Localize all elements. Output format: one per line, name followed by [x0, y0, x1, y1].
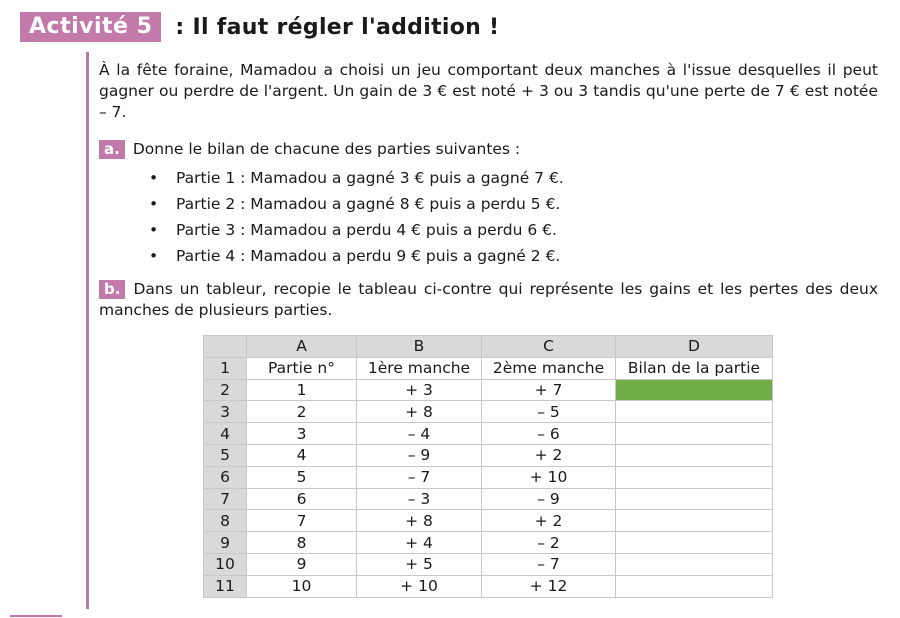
column-header-row	[204, 336, 773, 358]
cell-b[interactable]: 1ère manche	[357, 357, 482, 379]
table-row	[204, 379, 773, 401]
cell-d[interactable]	[616, 423, 773, 445]
row-header-cell[interactable]: 6	[204, 466, 247, 488]
column-header-b[interactable]: B	[357, 336, 482, 358]
cell-b[interactable]: + 8	[357, 401, 482, 423]
cell-c[interactable]: + 10	[482, 466, 616, 488]
row-header-cell[interactable]: 2	[204, 379, 247, 401]
cell-c[interactable]: + 12	[482, 575, 616, 597]
row-header-cell[interactable]: 10	[204, 553, 247, 575]
question-b-text: Dans un tableur, recopie le tableau ci-contre qui représente les gains et les pertes des deux manches de plusieurs parties.	[99, 280, 878, 319]
list-item: • Partie 4 : Mamadou a perdu 9 € puis a gagné 2 €.	[149, 243, 878, 269]
spreadsheet-table	[203, 335, 773, 598]
cell-c[interactable]: – 5	[482, 401, 616, 423]
activity-title: : Il faut régler l'addition !	[175, 14, 500, 40]
cell-d[interactable]	[616, 466, 773, 488]
table-row	[204, 423, 773, 445]
cell-c[interactable]: – 6	[482, 423, 616, 445]
row-header-cell[interactable]: 4	[204, 423, 247, 445]
question-b	[99, 279, 878, 321]
cell-d[interactable]	[616, 488, 773, 510]
table-row	[204, 553, 773, 575]
cell-c[interactable]: – 9	[482, 488, 616, 510]
cell-a[interactable]: Partie n°	[247, 357, 357, 379]
cell-b[interactable]: + 3	[357, 379, 482, 401]
cell-a[interactable]: 1	[247, 379, 357, 401]
cell-d[interactable]	[616, 532, 773, 554]
cell-b[interactable]: – 9	[357, 444, 482, 466]
table-row	[204, 401, 773, 423]
cell-a[interactable]: 6	[247, 488, 357, 510]
cell-c[interactable]: + 2	[482, 510, 616, 532]
cell-a[interactable]: 8	[247, 532, 357, 554]
row-header-cell[interactable]: 3	[204, 401, 247, 423]
column-header-c[interactable]: C	[482, 336, 616, 358]
cell-c[interactable]: 2ème manche	[482, 357, 616, 379]
cell-b[interactable]: – 7	[357, 466, 482, 488]
cell-c[interactable]: – 2	[482, 532, 616, 554]
cell-d[interactable]	[616, 553, 773, 575]
question-b-label: b.	[99, 280, 125, 299]
corner-cell[interactable]	[204, 336, 247, 358]
question-a-text: Donne le bilan de chacune des parties suivantes :	[132, 140, 521, 158]
table-row	[204, 488, 773, 510]
row-header-cell[interactable]: 9	[204, 532, 247, 554]
table-row	[204, 466, 773, 488]
parties-list	[99, 165, 878, 269]
table-row	[204, 575, 773, 597]
row-header-cell[interactable]: 1	[204, 357, 247, 379]
cell-c[interactable]: + 7	[482, 379, 616, 401]
cell-a[interactable]: 4	[247, 444, 357, 466]
cell-d[interactable]	[616, 401, 773, 423]
list-item: • Partie 2 : Mamadou a gagné 8 € puis a perdu 5 €.	[149, 191, 878, 217]
cell-a[interactable]: 7	[247, 510, 357, 532]
list-item: • Partie 3 : Mamadou a perdu 4 € puis a perdu 6 €.	[149, 217, 878, 243]
activity-header	[20, 12, 499, 42]
table-row	[204, 357, 773, 379]
row-header-cell[interactable]: 8	[204, 510, 247, 532]
cell-c[interactable]: + 2	[482, 444, 616, 466]
cell-d[interactable]	[616, 575, 773, 597]
cell-d[interactable]: Bilan de la partie	[616, 357, 773, 379]
cell-d[interactable]	[616, 510, 773, 532]
cell-a[interactable]: 3	[247, 423, 357, 445]
row-header-cell[interactable]: 7	[204, 488, 247, 510]
column-header-a[interactable]: A	[247, 336, 357, 358]
bottom-accent-line	[10, 615, 62, 617]
question-a	[99, 139, 878, 160]
cell-a[interactable]: 5	[247, 466, 357, 488]
table-row	[204, 444, 773, 466]
cell-b[interactable]: + 8	[357, 510, 482, 532]
cell-b[interactable]: + 5	[357, 553, 482, 575]
table-row	[204, 510, 773, 532]
activity-badge: Activité 5	[20, 12, 161, 42]
row-header-cell[interactable]: 5	[204, 444, 247, 466]
cell-a[interactable]: 2	[247, 401, 357, 423]
question-a-label: a.	[99, 140, 125, 159]
table-row	[204, 532, 773, 554]
cell-b[interactable]: – 3	[357, 488, 482, 510]
selected-cell-d2[interactable]	[616, 379, 773, 401]
cell-b[interactable]: + 10	[357, 575, 482, 597]
cell-c[interactable]: – 7	[482, 553, 616, 575]
cell-b[interactable]: + 4	[357, 532, 482, 554]
row-header-cell[interactable]: 11	[204, 575, 247, 597]
cell-d[interactable]	[616, 444, 773, 466]
cell-a[interactable]: 9	[247, 553, 357, 575]
left-accent-bar	[86, 52, 89, 609]
column-header-d[interactable]: D	[616, 336, 773, 358]
list-item: • Partie 1 : Mamadou a gagné 3 € puis a gagné 7 €.	[149, 165, 878, 191]
cell-b[interactable]: – 4	[357, 423, 482, 445]
intro-paragraph: À la fête foraine, Mamadou a choisi un jeu comportant deux manches à l'issue desquelles il peut gagner ou perdre de l'argent. Un gain de 3 € est noté + 3 ou 3 tandis qu'une perte de 7 € est notée – 7.	[99, 61, 878, 121]
activity-content	[99, 60, 878, 321]
cell-a[interactable]: 10	[247, 575, 357, 597]
